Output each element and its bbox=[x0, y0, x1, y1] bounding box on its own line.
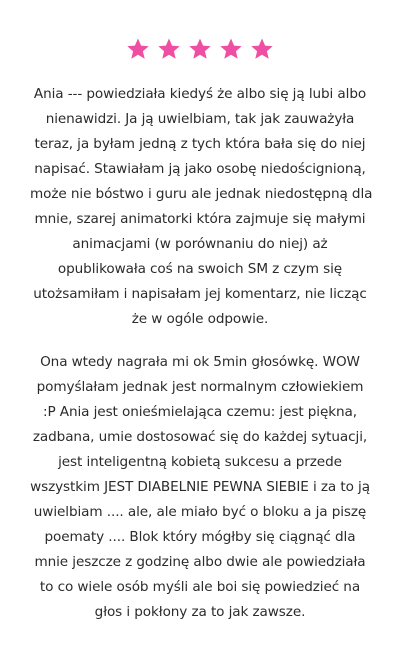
testimonial-paragraph-2 bbox=[30, 350, 370, 625]
text-line: może nie bóstwo i guru ale jednak niedostępną dla bbox=[30, 186, 373, 202]
text-line: utożsamiłam i napisałam jej komentarz, nie licząc bbox=[33, 286, 367, 302]
text-line: to co wiele osób myśli ale boi się powiedzieć na bbox=[39, 579, 361, 595]
text-line: :P Ania jest onieśmielająca czemu: jest piękna, bbox=[42, 404, 357, 420]
text-line: napisać. Stawiałam ją jako osobę niedoścignioną, bbox=[34, 161, 366, 177]
text-line: głos i pokłony za to jak zawsze. bbox=[94, 604, 306, 620]
text-line: mnie jeszcze z godzinę albo dwie ale powiedziała bbox=[34, 554, 366, 570]
text-line: Ania --- powiedziała kiedyś że albo się ją lubi albo bbox=[33, 86, 367, 102]
text-line: pomyślałam jednak jest normalnym człowiekiem bbox=[36, 379, 364, 395]
star-icon bbox=[126, 37, 150, 61]
testimonial-paragraph-1 bbox=[30, 82, 373, 332]
text-line: uwielbiam .... ale, ale miało być o bloku a ja piszę bbox=[33, 504, 367, 520]
text-line: poematy .... Blok który mógłby się ciągnąć dla bbox=[44, 529, 356, 545]
text-line: opublikowała coś na swoich SM z czym się bbox=[57, 261, 343, 277]
star-icon bbox=[188, 37, 212, 61]
text-line: jest inteligentną kobietą sukcesu a przede bbox=[58, 454, 342, 470]
star-icon bbox=[157, 37, 181, 61]
text-line: nienawidzi. Ja ją uwielbiam, tak jak zauważyła bbox=[45, 111, 355, 127]
star-icon bbox=[250, 37, 274, 61]
text-line: mnie, szarej animatorki która zajmuje się małymi bbox=[34, 211, 366, 227]
text-line: wszystkim JEST DIABELNIE PEWNA SIEBIE i za to ją bbox=[30, 479, 370, 495]
text-line: Ona wtedy nagrała mi ok 5min głosówkę. WOW bbox=[40, 354, 360, 370]
star-icon bbox=[219, 37, 243, 61]
star-rating bbox=[0, 37, 400, 61]
text-line: animacjami (w porównaniu do niej) aż bbox=[72, 236, 328, 252]
text-line: zadbana, umie dostosować się do każdej sytuacji, bbox=[32, 429, 368, 445]
text-line: teraz, ja byłam jedną z tych która bała się do niej bbox=[34, 136, 366, 152]
text-line: że w ogóle odpowie. bbox=[131, 311, 269, 327]
